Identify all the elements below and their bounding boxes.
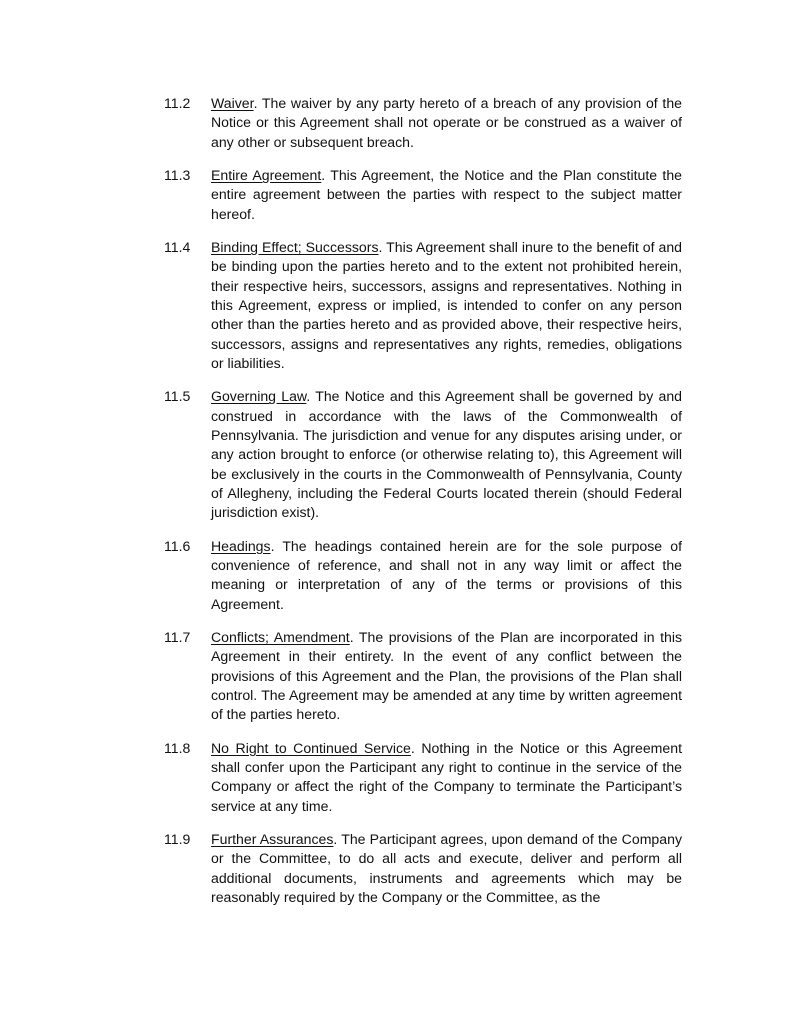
section-heading: Further Assurances	[211, 831, 334, 848]
section-number: 11.2	[164, 95, 191, 111]
section-body	[211, 238, 682, 373]
section-list	[164, 94, 682, 921]
section-11-8	[164, 739, 682, 816]
section-body	[211, 628, 682, 724]
section-text: . The Participant agrees, upon demand of the Company or the Committee, to do all acts and execute, deliver and perform all additional documents, instruments and agreements which may be reasonably required by the Company or the Committee, as the	[211, 831, 682, 905]
section-11-7	[164, 628, 682, 724]
section-number: 11.8	[164, 739, 191, 756]
section-number: 11.6	[164, 537, 191, 554]
section-number: 11.9	[164, 831, 191, 848]
section-body	[211, 537, 682, 614]
section-text: . This Agreement shall inure to the benefit of and be binding upon the parties hereto and to the extent not prohibited herein, their respective heirs, successors, assigns and representatives. Nothing in this Agreement, express or implied, is intended to confer on any person other than the parties hereto and as provided above, their respective heirs, successors, assigns and representatives any rights, remedies, obligations or liabilities.	[211, 239, 682, 371]
section-text: . This Agreement, the Notice and the Plan constitute the entire agreement between the parties with respect to the subject matter hereof.	[211, 167, 682, 222]
section-11-9	[164, 830, 682, 907]
section-text: . The headings contained herein are for the sole purpose of convenience of reference, and shall not in any way limit or affect the meaning or interpretation of any of the terms or provisions of this Agreement.	[211, 537, 682, 612]
section-body	[211, 830, 682, 907]
section-body	[211, 739, 682, 816]
section-text: . The waiver by any party hereto of a breach of any provision of the Notice or this Agreement shall not operate or be construed as a waiver of any other or subsequent breach.	[211, 95, 682, 150]
section-heading: Conflicts; Amendment	[211, 629, 350, 646]
section-heading: Waiver	[211, 95, 254, 111]
section-body	[211, 387, 682, 522]
section-text: . The provisions of the Plan are incorporated in this Agreement in their entirety. In the event of any conflict between the provisions of this Agreement and the Plan, the provisions of the Plan shall control. The Agreement may be amended at any time by written agreement of the parties hereto.	[211, 629, 682, 723]
section-number: 11.3	[164, 167, 191, 184]
section-11-2	[164, 94, 682, 152]
section-number: 11.5	[164, 388, 191, 405]
section-heading: Entire Agreement	[211, 167, 322, 184]
section-number: 11.7	[164, 629, 191, 646]
section-11-3	[164, 166, 682, 224]
section-heading: Headings	[211, 537, 271, 554]
section-heading: Binding Effect; Successors	[211, 239, 379, 256]
section-heading: No Right to Continued Service	[211, 739, 411, 756]
section-body	[211, 94, 682, 152]
section-text: . Nothing in the Notice or this Agreement shall confer upon the Participant any right to continue in the service of the Company or affect the right of the Company to terminate the Participant’s service at any time.	[211, 739, 682, 814]
section-number: 11.4	[164, 239, 191, 256]
section-11-6	[164, 537, 682, 614]
section-body	[211, 166, 682, 224]
section-11-5	[164, 387, 682, 522]
section-heading: Governing Law	[211, 388, 307, 405]
section-text: . The Notice and this Agreement shall be governed by and construed in accordance with the laws of the Commonwealth of Pennsylvania. The jurisdiction and venue for any disputes arising under, or any action brought to enforce (or otherwise relating to), this Agreement will be exclusively in the courts in the Commonwealth of Pennsylvania, County of Allegheny, including the Federal Courts located therein (should Federal jurisdiction exist).	[211, 388, 682, 521]
section-11-4	[164, 238, 682, 373]
